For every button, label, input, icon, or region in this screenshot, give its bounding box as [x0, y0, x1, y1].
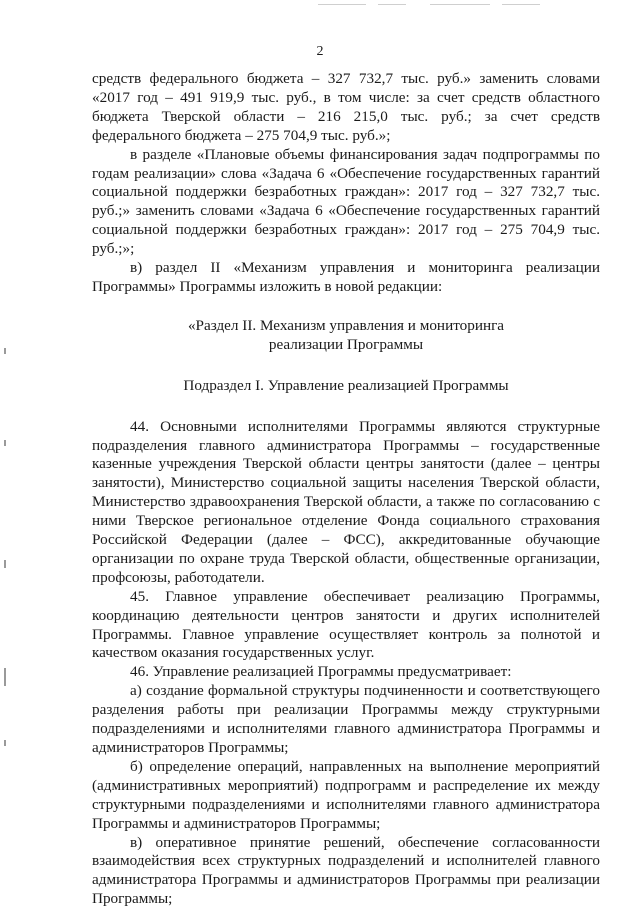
- paragraph-federal-budget: средств федерального бюджета – 327 732,7 тыс. руб.» заменить словами «2017 год – 491 919,9 тыс. руб., в том числе: за счет средств областного бюджета Тверской области – 216 215,0 тыс. руб.; за счет средств федерального бюджета – 275 704,9 тыс. руб.»;: [92, 70, 600, 144]
- section-heading-line-2: реализации Программы: [268, 335, 424, 353]
- paragraph-44: 44. Основными исполнителями Программы являются структурные подразделения главного администратора Программы – государственные казенные учреждения Тверской области центры занятости (далее – центры занятости), Министерство социальной защиты населения Тверской области, Министерство здравоохранения Тверской области, а также по согласованию с ними Тверское региональное отделение Фонда социального страхования Российской Федерации (далее – ФСС), аккредитованные обучающие организации по охране труда Тверской области, общественные организации, профсоюзы, работодатели.: [92, 417, 600, 586]
- scan-artifact: [4, 440, 6, 446]
- scan-artifact: [430, 4, 490, 5]
- scan-artifact: [4, 668, 6, 686]
- paragraph-46: 46. Управление реализацией Программы предусматривает:: [130, 663, 512, 681]
- paragraph-financing-section: в разделе «Плановые объемы финансирования задач подпрограммы по годам реализации» слова «Задача 6 «Обеспечение государственных гарантий социальной поддержки безработных граждан»: 2017 год – 327 732,7 тыс. руб.;» заменить словами «Задача 6 «Обеспечение государственных гарантий социальной поддержки безработных граждан»: 2017 год – 275 704,9 тыс. руб.;»;: [92, 145, 600, 258]
- paragraph-46-b: б) определение операций, направленных на выполнение мероприятий (административных мероприятий) подпрограмм и распределение их между структурными подразделениями и исполнителями главного администратора Программы и администраторов Программы;: [92, 757, 600, 832]
- subsection-heading: Подраздел I. Управление реализацией Программы: [183, 376, 509, 394]
- scan-artifact: [4, 740, 6, 746]
- scan-artifact: [318, 4, 366, 5]
- scan-artifact: [4, 560, 6, 568]
- paragraph-46-a: а) создание формальной структуры подчиненности и соответствующего разделения работы при реализации Программы между структурными подразделениями и исполнителями главного администратора Программы и администраторов Программы;: [92, 682, 600, 756]
- paragraph-45: 45. Главное управление обеспечивает реализацию Программы, координацию деятельности центров занятости и других исполнителей Программы. Главное управление осуществляет контроль за полнотой и качеством оказания государственных услуг.: [92, 587, 600, 662]
- scan-artifact: [4, 348, 6, 354]
- scan-artifact: [502, 4, 540, 5]
- section-heading-line-1: «Раздел II. Механизм управления и мониторинга: [187, 316, 505, 334]
- paragraph-46-c: в) оперативное принятие решений, обеспечение согласованности взаимодействия всех структурных подразделений и исполнителей главного администратора Программы и администраторов Программы при реализации Программы;: [92, 833, 600, 908]
- page-number: 2: [316, 44, 324, 59]
- paragraph-section-ii-amendment: в) раздел II «Механизм управления и мониторинга реализации Программы» Программы изложить в новой редакции:: [92, 259, 600, 295]
- scan-artifact: [378, 4, 406, 5]
- document-body: [92, 70, 600, 909]
